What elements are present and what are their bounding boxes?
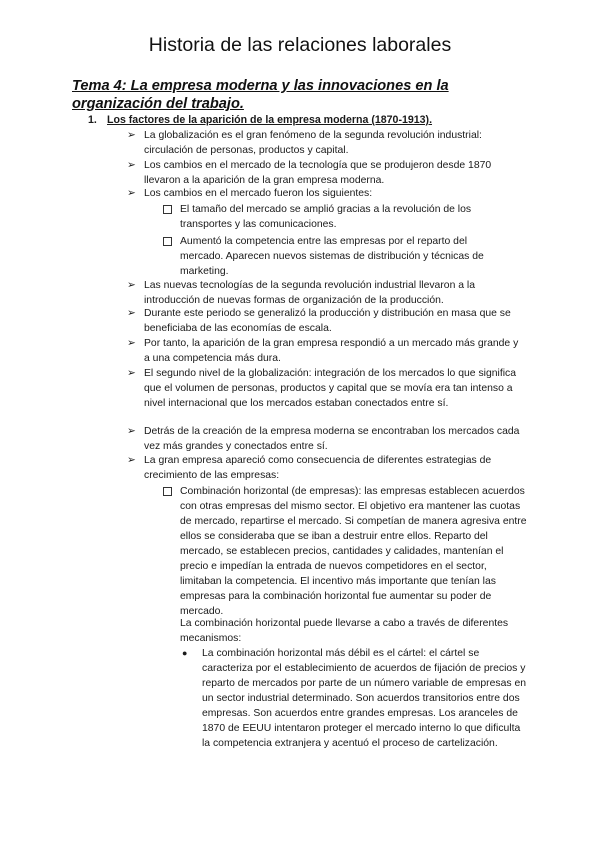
checkbox-bullet-icon (163, 205, 172, 214)
list-item-text: Durante este periodo se generalizó la producción y distribución en masa que se beneficiaba de las economías de escala. (144, 308, 511, 334)
section-number: 1. (88, 114, 97, 126)
checkbox-item (180, 234, 512, 279)
arrow-bullet-icon: ➢ (127, 426, 136, 437)
list-item (127, 186, 522, 201)
paragraph: La combinación horizontal puede llevarse a cabo a través de diferentes mecanismos: (180, 618, 509, 644)
list-item (127, 336, 522, 366)
list-item-text: Aumentó la competencia entre las empresas por el reparto del mercado. Aparecen nuevos sistemas de distribución y técnicas de marketing. (180, 236, 484, 277)
checkbox-bullet-icon (163, 237, 172, 246)
dot-bullet-icon: ● (182, 648, 188, 658)
list-item (127, 128, 522, 158)
section-title: Los factores de la aparición de la empresa moderna (1870-1913). (107, 114, 433, 126)
list-item-text: Combinación horizontal (de empresas): las empresas establecen acuerdos con otras empresas del mismo sector. El objetivo era mantener las cuotas de mercado, repartirse el mercado. Si competían de manera agresiva entre ellos se consideraba que se iban a destruir entre ellos. Reparto del mercado, se establecen precios, cantidades y calidades, mantenían el precio e impedían la entrada de nuevos competidores en el sector, limitaban la competencia. El incentivo más importante que tenían las empresas para la combinación horizontal fue aumentar su poder de mercado. (180, 486, 527, 617)
checkbox-item (180, 484, 528, 619)
document-title: Historia de las relaciones laborales (148, 34, 452, 56)
list-item-text: El segundo nivel de la globalización: integración de los mercados lo que significa que el volumen de personas, productos y capital que se movía era tan intenso a nivel internacional que los mercados estaban conectados entre sí. (144, 368, 516, 409)
arrow-bullet-icon: ➢ (127, 455, 136, 466)
list-item-text: La globalización es el gran fenómeno de la segunda revolución industrial: circulación de personas, productos y capital. (144, 130, 482, 156)
topic-heading: Tema 4: La empresa moderna y las innovaciones en la organización del trabajo. (72, 78, 449, 112)
list-item-text: La gran empresa apareció como consecuencia de diferentes estrategias de crecimiento de las empresas: (144, 455, 492, 481)
arrow-bullet-icon: ➢ (127, 308, 136, 319)
arrow-bullet-icon: ➢ (127, 130, 136, 141)
arrow-bullet-icon: ➢ (127, 368, 136, 379)
list-item (127, 158, 522, 188)
list-item (127, 278, 522, 308)
list-item-text: Las nuevas tecnologías de la segunda revolución industrial llevaron a la introducción de nuevas formas de organización de la producción. (144, 280, 475, 306)
list-item (127, 424, 522, 454)
checkbox-bullet-icon (163, 487, 172, 496)
list-item-text: Los cambios en el mercado fueron los siguientes: (144, 188, 373, 199)
list-item-text: La combinación horizontal más débil es el cártel: el cártel se caracteriza por el establecimiento de acuerdos de fijación de precios y reparto de mercados por parte de un número variable de empresas en un sector industrial determinado. Son acuerdos transitorios entre dos empresas. Son acuerdos entre grandes empresas. Los aranceles de 1870 de EEUU intentaron proteger el mercado interno lo que dificulta la competencia extranjera y acentuó el proceso de cartelización. (202, 648, 527, 749)
list-item (127, 306, 522, 336)
dot-item (182, 646, 530, 751)
list-item-text: Por tanto, la aparición de la gran empresa respondió a un mercado más grande y a una competencia más dura. (144, 338, 519, 364)
list-item-text: Detrás de la creación de la empresa moderna se encontraban los mercados cada vez más grandes y conectados entre sí. (144, 426, 520, 452)
arrow-bullet-icon: ➢ (127, 280, 136, 291)
arrow-bullet-icon: ➢ (127, 338, 136, 349)
list-item-text: Los cambios en el mercado de la tecnología que se produjeron desde 1870 llevaron a la aparición de la gran empresa moderna. (144, 160, 492, 186)
list-item (127, 453, 522, 483)
arrow-bullet-icon: ➢ (127, 160, 136, 171)
arrow-bullet-icon: ➢ (127, 188, 136, 199)
list-item-text: El tamaño del mercado se amplió gracias a la revolución de los transportes y las comunicaciones. (180, 204, 472, 230)
list-item (127, 366, 522, 411)
checkbox-item (180, 202, 512, 232)
